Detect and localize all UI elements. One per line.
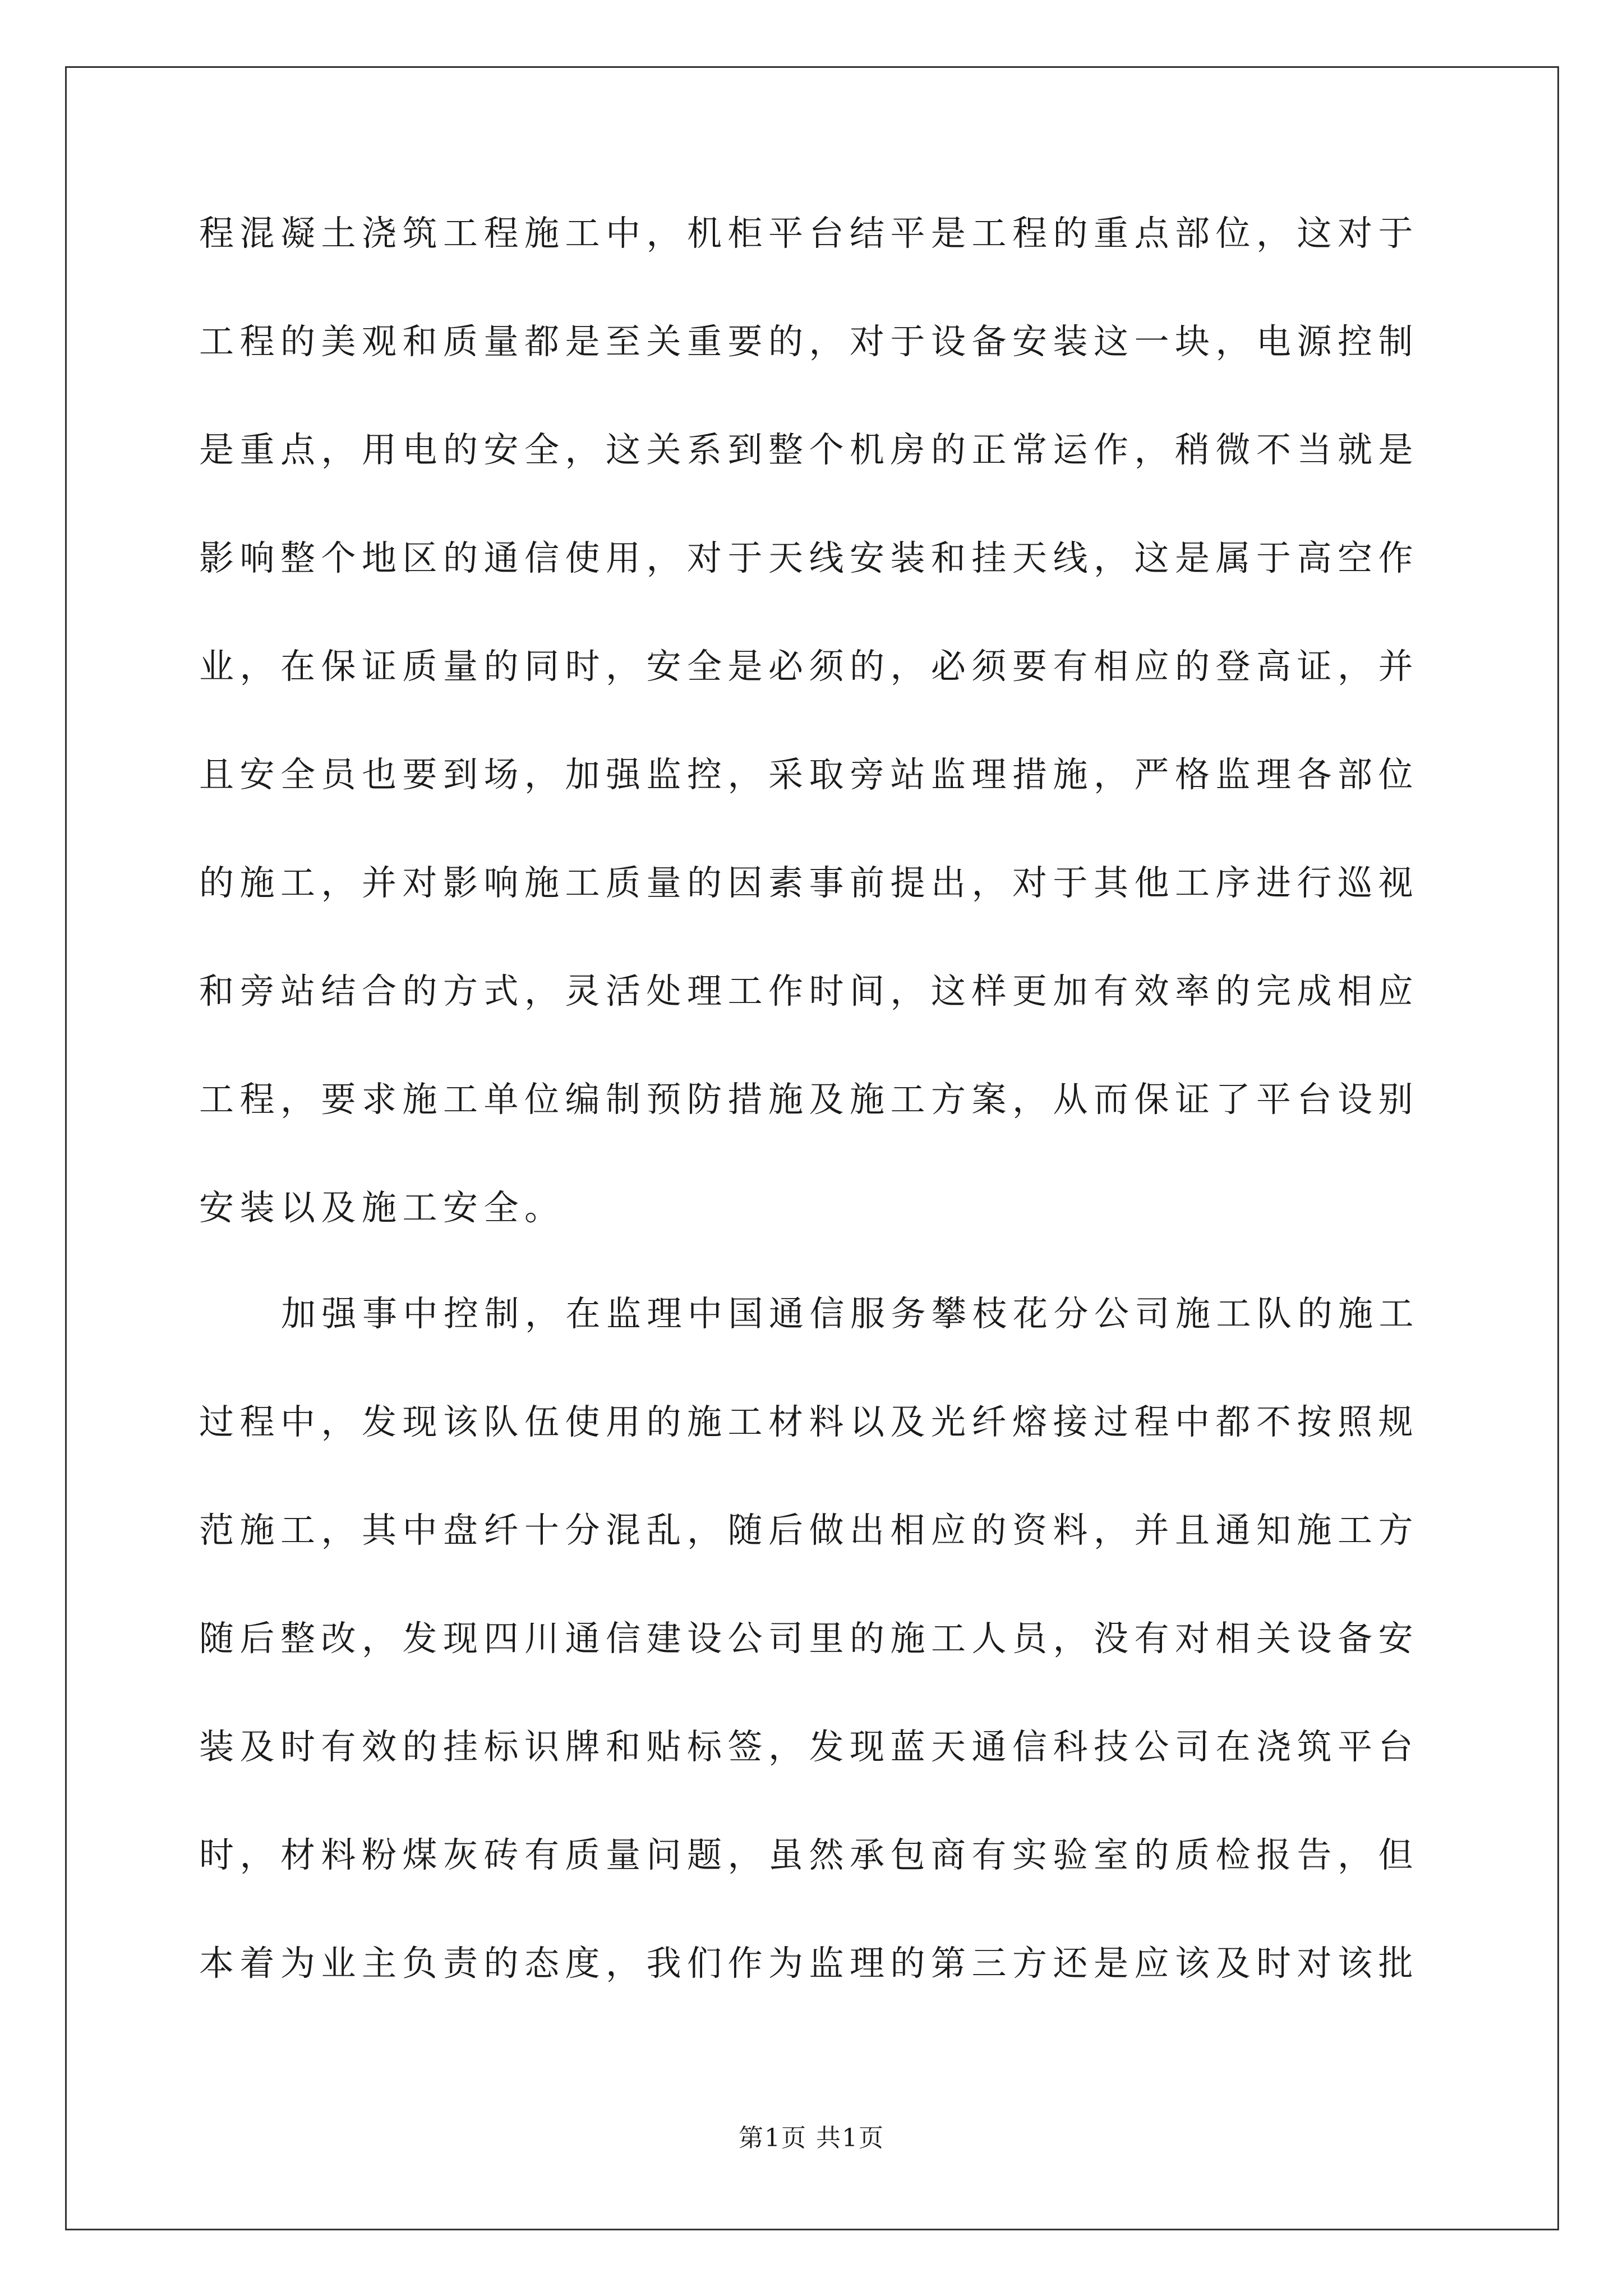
text-line: 程混凝土浇筑工程施工中，机柜平台结平是工程的重点部位，这对于 xyxy=(199,213,1419,254)
text-line: 时，材料粉煤灰砖有质量问题，虽然承包商有实验室的质检报告，但 xyxy=(199,1834,1419,1875)
paragraph-2 xyxy=(199,1293,1427,1984)
page-footer: 第1页 共1页 xyxy=(739,2124,884,2152)
paragraph-1 xyxy=(199,213,1427,1228)
text-line: 过程中，发现该队伍使用的施工材料以及光纤熔接过程中都不按照规 xyxy=(199,1401,1419,1442)
text-line: 工程的美观和质量都是至关重要的，对于设备安装这一块，电源控制 xyxy=(199,321,1419,362)
text-line: 装及时有效的挂标识牌和贴标签，发现蓝天通信科技公司在浇筑平台 xyxy=(199,1726,1419,1767)
text-line: 随后整改，发现四川通信建设公司里的施工人员，没有对相关设备安 xyxy=(199,1618,1419,1659)
text-line: 安装以及施工安全。 xyxy=(199,1187,565,1228)
text-line: 工程，要求施工单位编制预防措施及施工方案，从而保证了平台设别 xyxy=(199,1079,1419,1120)
text-line: 和旁站结合的方式，灵活处理工作时间，这样更加有效率的完成相应 xyxy=(199,970,1419,1011)
text-line: 且安全员也要到场，加强监控，采取旁站监理措施，严格监理各部位 xyxy=(199,754,1419,795)
text-line: 本着为业主负责的态度，我们作为监理的第三方还是应该及时对该批 xyxy=(199,1943,1419,1984)
text-line: 业，在保证质量的同时，安全是必须的，必须要有相应的登高证，并 xyxy=(199,646,1419,687)
text-line: 的施工，并对影响施工质量的因素事前提出，对于其他工序进行巡视 xyxy=(199,862,1419,903)
document-body xyxy=(199,213,1427,2054)
text-line: 加强事中控制，在监理中国通信服务攀枝花分公司施工队的施工 xyxy=(281,1293,1420,1334)
text-line: 是重点，用电的安全，这关系到整个机房的正常运作，稍微不当就是 xyxy=(199,429,1419,470)
text-line: 范施工，其中盘纤十分混乱，随后做出相应的资料，并且通知施工方 xyxy=(199,1510,1419,1550)
text-line: 影响整个地区的通信使用，对于天线安装和挂天线，这是属于高空作 xyxy=(199,537,1419,578)
